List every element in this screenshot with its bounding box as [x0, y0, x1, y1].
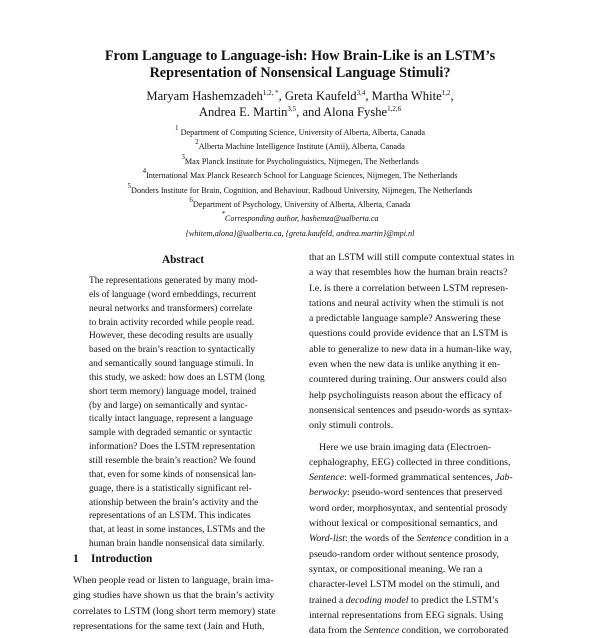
abstract-body	[89, 275, 279, 552]
body-line: even when the new data is unlike anything it en-	[309, 359, 501, 371]
affiliation-marker: 4	[142, 167, 147, 176]
abstract-line: that, at least in some instances, LSTMs and the	[89, 525, 265, 536]
affiliation-text: Alberta Machine Intelligence Institute (Amii), Alberta, Canada	[198, 142, 405, 152]
title-line: From Language to Language-ish: How Brain-Like is an LSTM’s	[104, 48, 496, 64]
affiliation	[0, 181, 600, 198]
abstract-line: still resemble the brain’s reaction? We found	[89, 455, 256, 466]
affiliation-marker: 3	[181, 152, 185, 161]
affiliation-marker: 1	[175, 124, 179, 132]
section-number: 1	[73, 553, 79, 565]
body-line	[309, 593, 531, 608]
abstract-line: The representations generated by many mod-	[89, 276, 258, 286]
author-affil-marker: 1,2, *	[262, 89, 279, 97]
body-line	[309, 455, 531, 470]
condition-term: berwocky	[309, 487, 347, 499]
text-run: condition, we corroborated	[399, 625, 509, 637]
text-run: syntax, or compositional meaning. We ran a	[309, 563, 483, 575]
author-affil-marker: 1,2,6	[387, 105, 402, 113]
body-line	[309, 516, 531, 531]
affiliation-text: International Max Planck Research School for Language Sciences, Nijmegen, The Netherlands	[146, 171, 458, 181]
condition-term: Word-list	[309, 533, 346, 545]
text-run: : the words of the	[345, 533, 417, 545]
body-line: ging studies have shown us that the brain’s activity	[73, 590, 275, 602]
abstract-line: ationship between the brain’s activity and the	[89, 497, 259, 508]
body-line: tations and neural activity when the stimuli is not	[309, 297, 504, 309]
section-title: Introduction	[91, 553, 153, 565]
author-name: Andrea E. Martin	[198, 105, 288, 119]
text-run: condition in a	[451, 533, 509, 545]
affiliation-text: Max Planck Institute for Psycholinguistics, Nijmegen, The Netherlands	[184, 156, 419, 166]
body-line	[309, 531, 531, 546]
body-line: help psycholinguists reason about the efficacy of	[309, 389, 502, 401]
body-line: that an LSTM will still compute contextual states in	[309, 252, 515, 263]
abstract-line: this study, we asked: how does an LSTM (long	[89, 372, 265, 383]
body-line: I.e. is there a correlation between LSTM represen-	[309, 282, 509, 294]
body-line: When people read or listen to language, brain ima-	[73, 575, 274, 586]
abstract-line: that, even for some kinds of nonsensical lan-	[89, 469, 257, 480]
author-line	[0, 88, 600, 104]
author-affil-marker: 3,4	[356, 89, 366, 97]
body-line: only stimuli controls.	[309, 420, 394, 432]
affiliation	[0, 169, 600, 183]
affiliation-text: Donders Institute for Brain, Cognition, and Behaviour, Radboud University, Nijmegen, The Netherlands	[131, 185, 473, 195]
condition-term: Sentence	[309, 472, 345, 484]
corresponding-text: Corresponding author, hashemza@ualberta.ca	[224, 214, 379, 224]
abstract-line: short term memory) language model, trained	[89, 386, 257, 397]
body-line: able to generalize to new data in a human-like way,	[309, 343, 512, 355]
text-run: word order, morphosyntax, and sentential prosody	[309, 502, 508, 514]
affiliation	[0, 140, 600, 154]
abstract-line: However, these decoding results are usually	[89, 331, 254, 342]
author-affil-marker: 1,2	[441, 89, 451, 97]
body-line	[309, 577, 531, 592]
abstract-line: based on the brain’s reaction to syntactically	[89, 345, 256, 356]
affiliation-marker: 2	[195, 138, 199, 147]
author-affil-marker: 3,5	[287, 105, 297, 113]
section-heading-introduction	[73, 553, 152, 565]
abstract-line: guage, there is a statistically significant rel-	[89, 483, 252, 494]
abstract-line: (by and large) on semantically and syntac-	[89, 400, 248, 411]
author-name: , Greta Kaufeld	[278, 89, 357, 103]
affiliation-marker: 6	[189, 196, 193, 205]
abstract-line: and semantically sound language stimuli. In	[89, 359, 254, 370]
text-run: : pseudo-word sentences that preserved	[346, 487, 503, 499]
text-run: : well-formed grammatical sentences,	[344, 472, 496, 484]
author-emails: {whitem,alona}@ualberta.ca, {greta.kaufeld, andrea.martin}@mpi.nl	[185, 228, 415, 238]
corresponding-marker: *	[221, 210, 225, 219]
abstract-heading: Abstract	[161, 254, 205, 266]
affiliation-text: Department of Psychology, University of Alberta, Alberta, Canada	[192, 200, 411, 210]
text-run: trained a	[309, 594, 346, 606]
affiliation	[0, 126, 600, 140]
body-line	[309, 485, 531, 500]
condition-term: Sentence	[364, 625, 400, 637]
abstract-line: representations of an LSTM. This indicates	[89, 511, 251, 522]
body-line	[309, 501, 531, 516]
condition-term: Sentence	[416, 533, 452, 545]
paper-title	[0, 48, 600, 82]
author-name: , and Alona Fyshe	[296, 105, 388, 119]
author-name: , Martha White	[365, 89, 442, 103]
abstract-line: human brain handle nonsensical data similarly.	[89, 539, 265, 550]
title-line: Representation of Nonsensical Language Stimuli?	[149, 65, 451, 81]
body-line	[309, 562, 531, 577]
author-separator: ,	[450, 89, 454, 103]
body-line	[309, 623, 531, 638]
abstract-line: els of language (word embeddings, recurrent	[89, 289, 257, 300]
text-run: cephalography, EEG) collected in three conditions,	[309, 456, 511, 468]
affiliation	[0, 152, 600, 169]
author-name: Maryam Hashemzadeh	[146, 89, 263, 103]
body-line	[309, 547, 531, 562]
author-list	[0, 88, 600, 120]
body-line: a way that resembles how the human brain reacts?	[309, 267, 508, 279]
emphasis-term: decoding model	[345, 594, 409, 606]
right-column-body	[309, 250, 531, 638]
abstract-line: sample with degraded semantic or syntactic	[89, 428, 253, 439]
text-run: Here we use brain imaging data (Electroen-	[319, 441, 492, 453]
body-line: a predictable language sample? Answering these	[309, 313, 501, 325]
abstract-line: neural networks and transformers) correlate	[89, 303, 253, 314]
abstract-line: information? Does the LSTM representation	[89, 442, 256, 453]
body-line: correlates to LSTM (long short term memory) state	[73, 605, 276, 617]
body-line	[309, 470, 531, 485]
text-run: to predict the LSTM’s	[408, 594, 499, 606]
corresponding-author	[0, 212, 600, 226]
body-line: countered during training. Our answers could also	[309, 374, 507, 386]
affiliation-list	[0, 126, 600, 241]
text-run: pseudo-random order without sentence prosody,	[309, 548, 499, 560]
body-line	[309, 440, 531, 455]
abstract-line: tically intact language, represent a language	[89, 414, 253, 425]
affiliation-text: Department of Computing Science, University of Alberta, Alberta, Canada	[180, 128, 425, 137]
text-run: without lexical or compositional semantics, and	[309, 518, 498, 530]
body-line	[309, 608, 531, 623]
condition-term: Jab-	[495, 472, 513, 484]
author-line	[0, 104, 600, 120]
body-line: nonsensical sentences and pseudo-words as syntax-	[309, 404, 513, 416]
introduction-body	[73, 573, 295, 634]
affiliation	[0, 198, 600, 212]
text-run: character-level LSTM model on the stimuli, and	[309, 579, 500, 591]
text-run: internal representations from EEG signals. Using	[309, 609, 504, 621]
body-line: representations for the same text (Jain and Huth,	[73, 620, 265, 632]
body-line: questions could provide evidence that an LSTM is	[309, 328, 508, 340]
text-run: data from the	[309, 625, 365, 637]
abstract-line: to brain activity recorded while people read.	[89, 317, 255, 328]
affiliation-marker: 5	[127, 181, 132, 190]
